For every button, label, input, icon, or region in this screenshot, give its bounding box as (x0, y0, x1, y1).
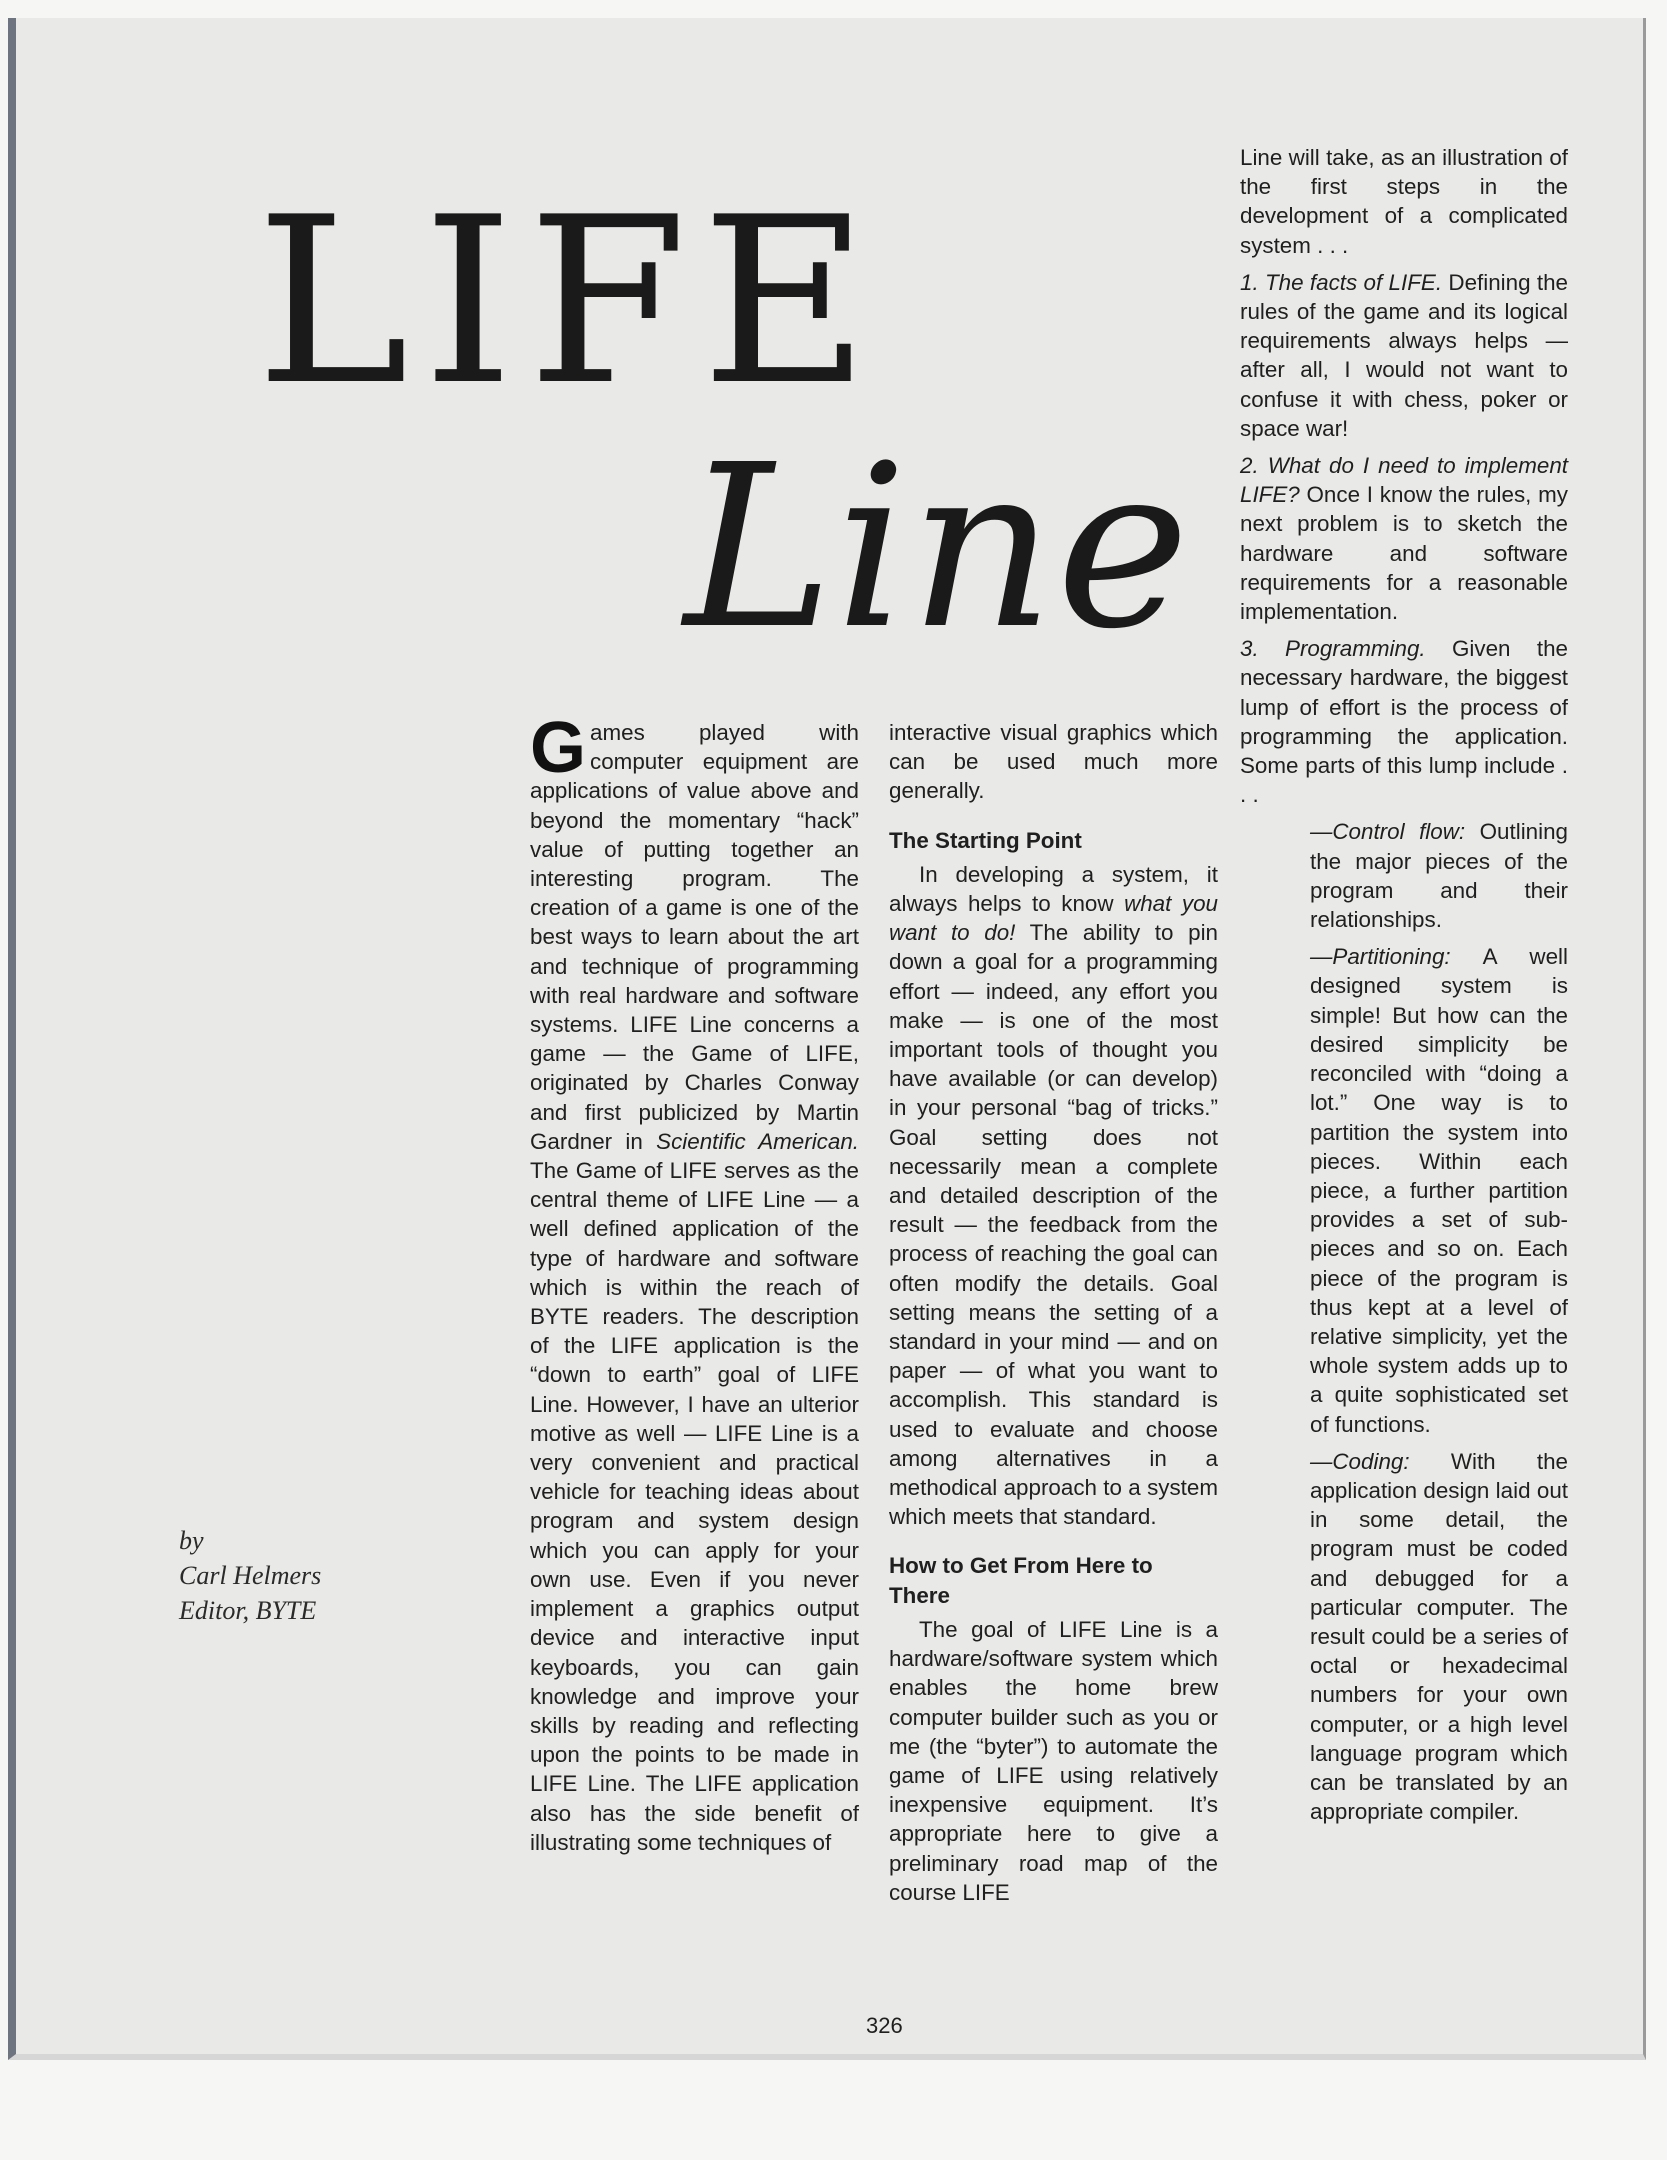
intro-text-end: The Game of LIFE serves as the central theme of LIFE Line — a well defined application of the type of hardware and software which is within the reach of BYTE readers. The description of the LIFE application is the “down to earth” goal of LIFE Line. However, I have an ulterior motive as well — LIFE Line is a very convenient and practical vehicle for teaching ideas about program and system design which you can apply for your own use. Even if you never implement a graphics output device and interactive input keyboards, you can gain knowledge and improve your skills by reading and reflecting upon the points to be made in LIFE Line. The LIFE application also has the side benefit of illustrating some techniques of (530, 1158, 859, 1855)
list-item-text: Defining the rules of the game and its logical requirements always helps — after all, I would not want to confuse it with chess, poker or space war! (1240, 269, 1569, 441)
byline (179, 1523, 321, 1628)
sub-item (1310, 817, 1568, 934)
list-item-lead: 2. What do I need to implement LIFE? (1240, 453, 1568, 508)
list-item-text: Given the necessary hardware, the biggest lump of effort is the process of programming the application. Some parts of this lump include . . . (1240, 636, 1568, 808)
list-item-text: Once I know the rules, my next problem is to sketch the hardware and software requirements for a reasonable implementation. (1240, 482, 1568, 625)
sub-item-text: A well designed system is simple! But how can the desired simplicity be reconciled with “doing a lot.” One way is to partition the system into pieces. Within each piece, a further partition provides a set of sub-pieces and so on. Each piece of the program is thus kept at a level of relative simplicity, yet the whole system adds up to a quite sophisticated set of functions. (1310, 944, 1568, 1437)
sub-item (1310, 1447, 1568, 1827)
paragraph (889, 860, 1218, 1532)
list-item (1240, 451, 1568, 626)
column-3 (1240, 143, 1568, 1826)
paragraph-text: The ability to pin down a goal for a programming effort — indeed, any effort you make — is one of the most important tools of thought you have available (or can develop) in your personal “bag of tricks.” Goal setting does not necessarily mean a complete and detailed description of the result — the feedback from the process of reaching the goal can often modify the details. Goal setting means the setting of a standard in your mind — and on paper — of what you want to accomplish. This standard is used to evaluate and choose among alternatives in a methodical approach to a system which meets that standard. (889, 920, 1218, 1530)
paragraph-text: In developing a system, it always helps to know (889, 861, 1218, 917)
sub-item (1310, 942, 1568, 1438)
title-life: LIFE (256, 169, 884, 436)
list-item-lead: 3. Programming. (1240, 636, 1426, 662)
paragraph: The goal of LIFE Line is a hardware/software system which enables the home brew computer builder such as you or me (the “byter”) to automate the game of LIFE using relatively inexpensive equipment. It’s appropriate here to give a preliminary road map of the course LIFE (889, 1616, 1218, 1905)
paragraph: interactive visual graphics which can be used much more generally. (889, 720, 1218, 804)
intro-paragraph (530, 708, 859, 1857)
intro-italic: Scientific American. (656, 1128, 859, 1154)
column-2 (889, 718, 1218, 1907)
sub-item-text: Outlining the major pieces of the program and their relationships. (1310, 819, 1568, 933)
byline-role: Editor, BYTE (179, 1596, 317, 1625)
title-line: Line (684, 417, 1192, 679)
drop-cap: G (530, 708, 587, 788)
list-item-lead: 1. The facts of LIFE. (1240, 269, 1443, 295)
byline-author: Carl Helmers (179, 1561, 322, 1590)
sub-item-lead: —Control flow: (1310, 819, 1466, 845)
sub-item-lead: —Partitioning: (1310, 944, 1451, 970)
list-item (1240, 634, 1568, 809)
sub-item-text: With the application design laid out in some detail, the program must be coded and debugged for a particular computer. The result could be a series of octal or hexadecimal numbers for your own computer, or a high level language program which can be translated by an appropriate compiler. (1310, 1448, 1568, 1825)
column-1 (530, 708, 859, 1857)
section-heading-how-to-get-there: How to Get From Here to There (889, 1553, 1153, 1608)
sub-item-lead: —Coding: (1310, 1448, 1410, 1474)
paragraph: Line will take, as an illustration of the first steps in the development of a complicated system . . . (1240, 145, 1568, 258)
section-heading-starting-point: The Starting Point (889, 827, 1082, 853)
list-item (1240, 268, 1568, 443)
magazine-page (8, 18, 1646, 2060)
byline-by: by (179, 1526, 204, 1555)
intro-text: ames played with computer equipment are applications of value above and beyond the momentary “hack” value of putting together an interesting program. The creation of a game is one of the best ways to learn about the art and technique of programming with real hardware and software systems. LIFE Line concerns a game — the Game of LIFE, originated by Charles Conway and first publicized by Martin Gardner in (530, 720, 859, 1154)
paragraph-italic: what you want to do! (889, 891, 1218, 946)
page-number: 326 (866, 2013, 903, 2038)
